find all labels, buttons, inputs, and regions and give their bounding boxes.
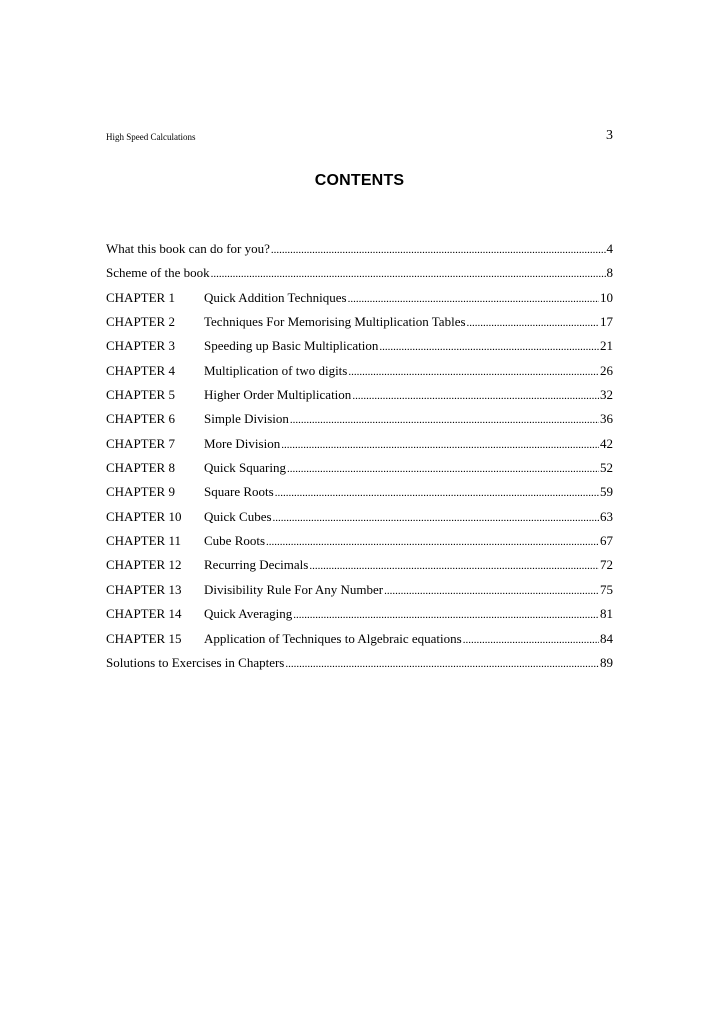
toc-chapter-label: CHAPTER 13 (106, 581, 182, 597)
toc-chapter-label: CHAPTER 12 (106, 557, 182, 573)
toc-entry-title: Solutions to Exercises in Chapters (106, 654, 285, 670)
dot-leader (352, 384, 599, 408)
toc-entry-title: Quick Cubes (204, 508, 272, 524)
toc-entry[interactable] (106, 480, 613, 504)
dot-leader (266, 530, 599, 554)
toc-entry-title: Speeding up Basic Multiplication (204, 338, 379, 354)
toc-chapter-label: CHAPTER 15 (106, 630, 182, 646)
toc-page-number: 8 (606, 265, 613, 281)
toc-chapter-label: CHAPTER 8 (106, 460, 175, 476)
toc-chapter-label: CHAPTER 6 (106, 411, 175, 427)
toc-entry-title: Recurring Decimals (204, 557, 309, 573)
toc-entry-title: Square Roots (204, 484, 274, 500)
page-title: CONTENTS (314, 172, 405, 189)
dot-leader (285, 652, 599, 676)
toc-page-number: 10 (600, 289, 613, 305)
dot-leader (348, 287, 599, 311)
toc-chapter-label: CHAPTER 10 (106, 508, 182, 524)
toc-entry-title: Higher Order Multiplication (204, 387, 352, 403)
dot-leader (275, 481, 599, 505)
toc-entry-title: Multiplication of two digits (204, 362, 348, 378)
table-of-contents (106, 237, 613, 675)
running-header (106, 128, 613, 148)
toc-entry[interactable] (106, 456, 613, 480)
toc-page-number: 36 (600, 411, 613, 427)
toc-entry[interactable] (106, 651, 613, 675)
toc-chapter-label: CHAPTER 14 (106, 606, 182, 622)
toc-entry[interactable] (106, 286, 613, 310)
toc-chapter-label: CHAPTER 2 (106, 314, 175, 330)
toc-entry[interactable] (106, 627, 613, 651)
toc-entry[interactable] (106, 529, 613, 553)
toc-entry-title: Scheme of the book (106, 265, 210, 281)
toc-chapter-label: CHAPTER 7 (106, 435, 175, 451)
toc-page-number: 17 (600, 314, 613, 330)
toc-entry-title: Quick Squaring (204, 460, 286, 476)
toc-chapter-label: CHAPTER 1 (106, 289, 175, 305)
dot-leader (348, 360, 599, 384)
toc-page-number: 26 (600, 362, 613, 378)
toc-page-number: 89 (600, 654, 613, 670)
dot-leader (293, 603, 599, 627)
dot-leader (287, 457, 599, 481)
dot-leader (281, 433, 599, 457)
toc-entry[interactable] (106, 383, 613, 407)
toc-page-number: 4 (606, 241, 613, 256)
toc-entry-title: Divisibility Rule For Any Number (204, 581, 384, 597)
toc-chapter-label: CHAPTER 11 (106, 533, 181, 549)
toc-chapter-label: CHAPTER 4 (106, 362, 175, 378)
toc-entry[interactable] (106, 505, 613, 529)
toc-entry-title: Application of Techniques to Algebraic equations (204, 630, 462, 646)
toc-entry-title: Techniques For Memorising Multiplication Tables (204, 314, 466, 330)
toc-entry[interactable] (106, 334, 613, 358)
toc-page-number: 81 (600, 606, 613, 622)
toc-entry-title: What this book can do for you? (106, 241, 270, 256)
toc-page-number: 32 (600, 387, 613, 403)
toc-entry[interactable] (106, 553, 613, 577)
toc-page-number: 63 (600, 508, 613, 524)
toc-entry-title: Simple Division (204, 411, 289, 427)
toc-entry-title: Quick Averaging (204, 606, 293, 622)
toc-page-number: 52 (600, 460, 613, 476)
toc-page-number: 75 (600, 581, 613, 597)
toc-chapter-label: CHAPTER 3 (106, 338, 175, 354)
toc-chapter-label: CHAPTER 9 (106, 484, 175, 500)
toc-page-number: 59 (600, 484, 613, 500)
page-number: 3 (606, 128, 613, 143)
toc-page-number: 72 (600, 557, 613, 573)
dot-leader (379, 335, 599, 359)
toc-entry[interactable] (106, 578, 613, 602)
dot-leader (463, 628, 599, 652)
dot-leader (309, 554, 599, 578)
toc-entry[interactable] (106, 237, 613, 261)
toc-entry-title: More Division (204, 435, 281, 451)
dot-leader (211, 262, 606, 286)
dot-leader (290, 408, 599, 432)
dot-leader (384, 579, 599, 603)
dot-leader (271, 238, 606, 262)
toc-page-number: 84 (600, 630, 613, 646)
toc-page-number: 21 (600, 338, 613, 354)
toc-entry[interactable] (106, 407, 613, 431)
toc-page-number: 67 (600, 533, 613, 549)
toc-entry-title: Cube Roots (204, 533, 266, 549)
toc-entry[interactable] (106, 310, 613, 334)
toc-entry[interactable] (106, 432, 613, 456)
dot-leader (467, 311, 599, 335)
header-title: High Speed Calculations (106, 132, 196, 142)
toc-entry[interactable] (106, 359, 613, 383)
toc-page-number: 42 (600, 435, 613, 451)
toc-entry-title: Quick Addition Techniques (204, 289, 347, 305)
toc-entry[interactable] (106, 602, 613, 626)
toc-entry[interactable] (106, 261, 613, 285)
dot-leader (273, 506, 599, 530)
toc-chapter-label: CHAPTER 5 (106, 387, 175, 403)
